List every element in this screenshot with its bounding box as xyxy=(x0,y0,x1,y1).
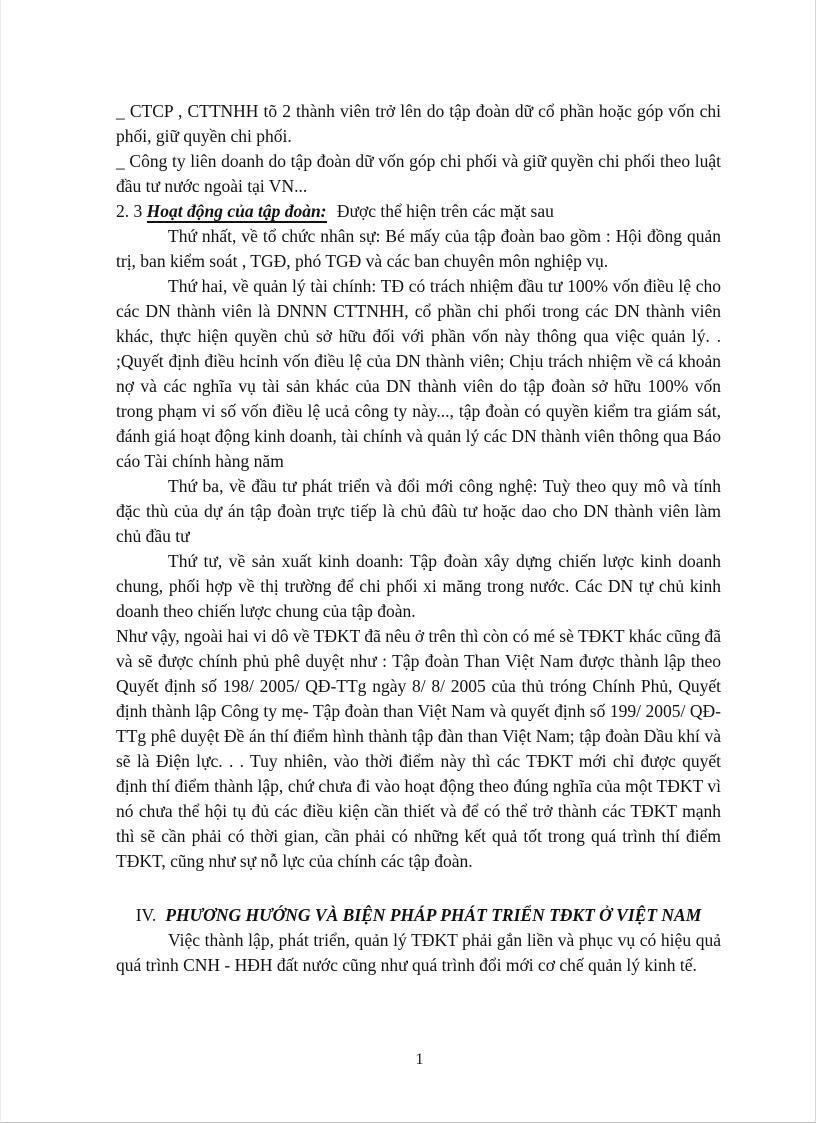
paragraph-lien-doanh: _ Công ty liên doanh do tập đoàn dữ vốn góp chi phối và giữ quyền chi phối theo luật đầu tư nước ngoài tại VN... xyxy=(116,151,721,196)
section-iv-numeral: IV. xyxy=(135,905,157,925)
page-number: 1 xyxy=(415,1051,424,1068)
paragraph-thu-ba: Thứ ba, về đầu tư phát triển và đổi mới công nghệ: Tuỳ theo quy mô và tính đặc thù của dự án tập đoàn trực tiếp là chủ đâù tư hoặc dao cho DN thành viên làm chủ đầu tư xyxy=(116,476,721,546)
section-2-3-title: Hoạt động của tập đoàn: xyxy=(146,201,327,221)
paragraph-nhu-vay: Như vậy, ngoài hai vi dô về TĐKT đã nêu ở trên thì còn có mé sè TĐKT khác cũng đã và sẽ được chính phủ phê duyệt như : Tập đoàn Than Việt Nam được thành lập theo Quyết định số 198/ 2005/ QĐ-TTg ngày 8/ 8/ 2005 của thủ tróng Chính Phủ, Quyết định thành lập Công ty mẹ- Tập đoàn than Việt Nam và quyết định số 199/ 2005/ QĐ-TTg phê duyệt Đề án thí điểm hình thành tập đàn than Việt Nam; tập đoàn Dầu khí và sẽ là Điện lực. . . Tuy nhiên, vào thời điểm này thì các TĐKT mới chỉ được quyết định thí điểm thành lập, chứ chưa đi vào hoạt động theo đúng nghĩa của một TĐKT vì nó chưa thể hội tụ đủ các điều kiện cần thiết và để có thể trở thành các TĐKT mạnh thì sẽ cần phải có thời gian, cần phải có những kết quả tốt trong quá trình thí điểm TĐKT, cũng như sự nỗ lực của chính các tập đoàn. xyxy=(116,626,721,871)
section-2-3-number: 2. 3 xyxy=(116,201,147,221)
section-iv-title: PHƯƠNG HƯỚNG VÀ BIỆN PHÁP PHÁT TRIỂN TĐKT Ở VIỆT NAM xyxy=(165,905,702,925)
paragraph-thu-nhat: Thứ nhất, về tổ chức nhân sự: Bé mấy của tập đoàn bao gồm : Hội đồng quản trị, ban kiểm soát , TGĐ, phó TGĐ và các ban chuyên môn nghiệp vụ. xyxy=(116,226,721,271)
paragraph-viec: Việc thành lập, phát triển, quản lý TĐKT phải gắn liền và phục vụ có hiệu quả quá trình CNH - HĐH đất nước cũng như quá trình đổi mới cơ chế quản lý kinh tế. xyxy=(116,930,721,975)
paragraph-thu-tu: Thứ tư, về sản xuất kinh doanh: Tập đoàn xây dựng chiến lược kinh doanh chung, phối hợp về thị trường để chi phối xi măng trong nước. Các DN tự chủ kinh doanh theo chiến lược chung của tập đoàn. xyxy=(116,551,721,621)
section-2-3-subtitle: Được thể hiện trên các mặt sau xyxy=(332,201,554,221)
paragraph-thu-hai: Thứ hai, về quản lý tài chính: TĐ có trách nhiệm đầu tư 100% vốn điều lệ cho các DN thành viên là DNNN CTTNHH, cổ phần chi phối trong các DN thành viên khác, thực hiện quyền chủ sở hữu đối với phần vốn này thông qua việc quản lý. . ;Quyết định điều hcỉnh vốn điều lệ của DN thành viên; Chịu trách nhiệm về cá khoản nợ và các nghĩa vụ tài sản khác của DN thành viên do tập đoàn sở hữu 100% vốn trong phạm vi số vốn điều lệ ucả công ty này..., tập đoàn có quyền kiểm tra giám sát, đánh giá hoạt động kinh doanh, tài chính và quản lý các DN thành viên thông qua Báo cáo Tài chính hàng năm xyxy=(116,276,721,471)
paragraph-ctcp: _ CTCP , CTTNHH tõ 2 thành viên trở lên do tập đoàn dữ cổ phần hoặc góp vốn chi phối, giữ quyền chi phối. xyxy=(116,101,721,146)
section-heading-iv xyxy=(134,903,703,928)
section-heading-2-3 xyxy=(116,199,721,224)
